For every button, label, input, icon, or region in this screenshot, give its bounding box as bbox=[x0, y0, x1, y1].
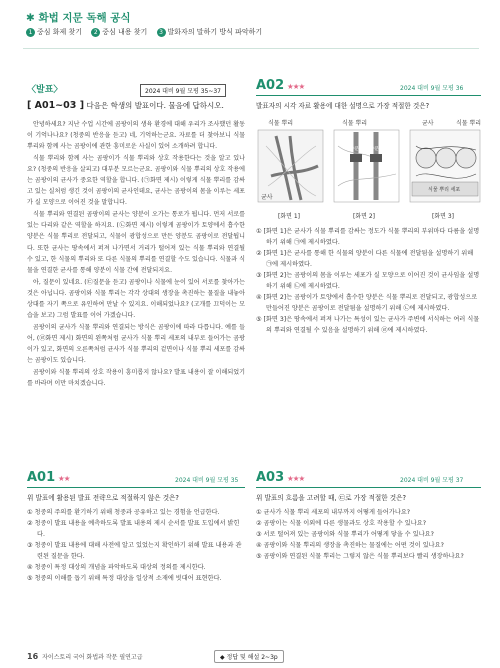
book-title: 자이스토리 국어 화법과 작문 필연고급 bbox=[42, 654, 143, 661]
choice-1[interactable]: ① [화면 1]은 균사가 식물 뿌리를 감싸는 정도가 식물 뿌리의 부위마다 다름을 설명하기 위해 ㉠에 제시하였다. bbox=[256, 228, 480, 246]
choice-1[interactable]: ① 청중의 주의를 환기하기 위해 청중과 공유하고 있는 경험을 언급한다. bbox=[27, 509, 220, 516]
question-range: [ A01~03 ] bbox=[27, 100, 85, 111]
question-group-header bbox=[27, 100, 245, 111]
figure-label: 양분 bbox=[350, 147, 359, 152]
question-divider bbox=[256, 95, 481, 96]
choice-3[interactable]: ③ [화면 2]는 곰팡이의 몸을 이루는 세포가 실 모양으로 이어진 것이 균사임을 설명하기 위해 ㉡에 제시하였다. bbox=[256, 272, 480, 290]
answer-choices bbox=[27, 507, 245, 584]
figure-caption: [화면 1] bbox=[278, 213, 300, 220]
figure-label: 식물 뿌리 bbox=[268, 120, 294, 127]
question-source: 2024 대비 9월 모평 36 bbox=[400, 85, 464, 92]
section-title: ✱ 화법 지문 독해 공식 bbox=[26, 12, 131, 24]
step-3: 3 발화자의 말하기 방식 파악하기 bbox=[157, 28, 263, 36]
visual-materials-figure bbox=[256, 116, 481, 222]
question-text: 위 발표의 흐름을 고려할 때, ㉢로 가장 적절한 것은? bbox=[256, 494, 406, 502]
figure-caption: [화면 3] bbox=[432, 213, 454, 220]
choice-4[interactable]: ④ 청중이 특정 대상의 개념을 파악하도록 대상의 정의를 제시한다. bbox=[27, 564, 206, 571]
answer-choices bbox=[256, 226, 481, 336]
choice-4[interactable]: ④ [화면 2]는 곰팡이가 토양에서 흡수한 양분은 식물 뿌리로 전달되고, 광합성으로 만들어진 양분은 곰팡이로 전달됨을 설명하기 위해 ㉡에 제시하였다. bbox=[256, 294, 478, 312]
question-id: A02 bbox=[256, 78, 285, 93]
question-source: 2024 대비 9월 모평 37 bbox=[400, 477, 464, 484]
passage-paragraph: 아, 질문이 있네요. (㉢질문을 듣고) 곰팡이나 식물에 눈이 있어 서로를 찾아가는 것은 아닙니다. 곰팡이와 식물 뿌리는 각각 상대의 생장을 촉진하는 물질을 내놓아 상대를 자기 쪽으로 유인하여 만날 수 있지요. 이해되었나요? (고개를 끄덕이는 모습을 보고) 그럼 발표를 이어 가겠습니다. bbox=[27, 278, 245, 319]
figure-label: 식물 뿌리 bbox=[456, 120, 482, 127]
figure-label: 양분 bbox=[370, 147, 379, 152]
passage-type-label: 〈발표〉 bbox=[27, 85, 63, 95]
question-source: 2024 대비 9월 모평 35 bbox=[175, 477, 239, 484]
difficulty-stars: ★★★ bbox=[287, 82, 305, 91]
passage-paragraph: 곰팡이와 식물 뿌리의 상호 작용이 흥미롭지 않나요? 발표 내용이 잘 이해되었기를 바라며 이만 마치겠습니다. bbox=[27, 369, 245, 388]
choice-1[interactable]: ① 균사가 식물 뿌리 세포의 내부까지 어떻게 들어가나요? bbox=[256, 509, 411, 516]
choice-2[interactable]: ② 곰팡이는 식물 이외에 다른 생물과도 상호 작용할 수 있나요? bbox=[256, 520, 426, 527]
question-id: A03 bbox=[256, 470, 285, 485]
difficulty-stars: ★★ bbox=[58, 474, 70, 483]
exam-source-box: 2024 대비 9월 모평 35~37 bbox=[140, 84, 226, 97]
choice-2[interactable]: ② 청중이 발표 내용을 예측하도록 발표 내용의 제시 순서를 발표 도입에서 밝힌다. bbox=[27, 520, 240, 538]
page-number: 16 bbox=[27, 652, 39, 661]
question-instruction: 다음은 학생의 발표이다. 물음에 답하시오. bbox=[86, 101, 224, 110]
figure-illustration bbox=[256, 116, 481, 222]
answer-choices bbox=[256, 507, 481, 562]
answer-reference: ◆ 정답 및 해설 2~3p bbox=[214, 650, 284, 663]
passage-paragraph: 식물 뿌리와 연결된 곰팡이의 균사는 양분이 오가는 통로가 됩니다. 먼저 서로를 있는 다리와 같은 역할을 하지요. (㉡화면 제시) 이렇게 곰팡이가 토양에서 흡수한 양분은 식물 뿌리로 전달되고, 식물이 광합성으로 만든 양분도 곰팡이로 전달됩니다. 또한 균사는 땅속에서 퍼져 나가면서 거리가 떨어져 있는 식물 뿌리와 연결될 수 있고, 한 식물의 뿌리와 또 다른 식물의 뿌리를 연결할 수도 있습니다. 식물과 식물을 연결한 균사를 통해 양분이 식물 간에 전달되지요. bbox=[27, 211, 245, 274]
question-divider bbox=[256, 487, 481, 488]
choice-4[interactable]: ④ 곰팡이와 식물 뿌리의 생장을 촉진하는 물질에는 어떤 것이 있나요? bbox=[256, 542, 444, 549]
choice-3[interactable]: ③ 청중이 발표 내용에 대해 사전에 알고 있었는지 확인하기 위해 발표 내용과 관련된 질문을 한다. bbox=[27, 542, 242, 560]
question-text: 발표자의 시각 자료 활용에 대한 설명으로 가장 적절한 것은? bbox=[256, 102, 430, 110]
formula-steps bbox=[26, 27, 269, 37]
choice-5[interactable]: ⑤ 청중의 이해를 돕기 위해 특정 대상을 일상적 소재에 빗대어 표현한다. bbox=[27, 575, 222, 582]
passage-paragraph: 식물 뿌리와 함께 사는 곰팡이가 식물 뿌리와 상호 작용한다는 것을 알고 있나요? (청중의 반응을 살피고) 대부분 모르는군요. 곰팡이와 식물 뿌리의 상호 작용에는 곰팡이의 균사가 중요한 역할을 합니다. (㉠화면 제시) 이렇게 식물 뿌리를 감싸고 있는 실처럼 생긴 것이 곰팡이의 균사인데요, 균사는 곰팡이의 몸을 이루는 세포가 실 모양으로 이어진 것을 말합니다. bbox=[27, 155, 245, 207]
choice-5[interactable]: ⑤ 곰팡이와 연결된 식물 뿌리는 그렇지 않은 식물 뿌리보다 빨리 생장하나요? bbox=[256, 553, 464, 560]
step-2: 2 중심 내용 찾기 bbox=[91, 28, 147, 36]
choice-5[interactable]: ⑤ [화면 3]은 땅속에서 퍼져 나가는 특성이 있는 균사가 주변에 서식하는 여러 식물의 뿌리와 연결될 수 있음을 설명하기 위해 ㉣에 제시하였다. bbox=[256, 316, 480, 334]
passage-paragraph: 안녕하세요? 지난 수업 시간에 곰팡이의 생육 환경에 대해 우리가 조사했던 활동이 기억나나요? (청중의 반응을 듣고) 네, 기억하는군요. 자료를 더 찾아보니 식물 뿌리와 함께 사는 곰팡이에 관한 흥미로운 사실이 있어 소개하려 합니다. bbox=[27, 121, 245, 151]
figure-label: 식물 뿌리 bbox=[342, 120, 368, 127]
difficulty-stars: ★★★ bbox=[287, 474, 305, 483]
question-text: 위 발표에 활용된 발표 전략으로 적절하지 않은 것은? bbox=[27, 494, 179, 502]
figure-label: 식물 뿌리 세포 bbox=[428, 187, 461, 193]
header-divider bbox=[23, 48, 479, 49]
page-footer bbox=[27, 652, 143, 661]
step-1: 1 중심 화제 찾기 bbox=[26, 28, 82, 36]
choice-2[interactable]: ② [화면 1]은 균사를 통해 한 식물의 양분이 다른 식물에 전달됨을 설명하기 위해 ㉠에 제시하였다. bbox=[256, 250, 474, 268]
figure-label: 균사 bbox=[261, 194, 273, 201]
choice-3[interactable]: ③ 서로 떨어져 있는 곰팡이와 식물 뿌리가 어떻게 닿을 수 있나요? bbox=[256, 531, 434, 538]
figure-caption: [화면 2] bbox=[353, 213, 375, 220]
figure-label: 균사 bbox=[422, 120, 434, 127]
question-id: A01 bbox=[27, 470, 56, 485]
speech-passage bbox=[27, 119, 245, 390]
question-divider bbox=[27, 487, 245, 488]
passage-paragraph: 곰팡이의 균사가 식물 뿌리와 연결되는 방식은 곰팡이에 따라 다릅니다. 예를 들어, (㉣화면 제시) 화면의 왼쪽처럼 균사가 식물 뿌리 세포의 내부로 들어가는 곰팡이가 있고, 화면의 오른쪽처럼 균사가 식물 뿌리의 겉면이나 식물 뿌리 세포를 감싸는 곰팡이도 있습니다. bbox=[27, 323, 245, 364]
